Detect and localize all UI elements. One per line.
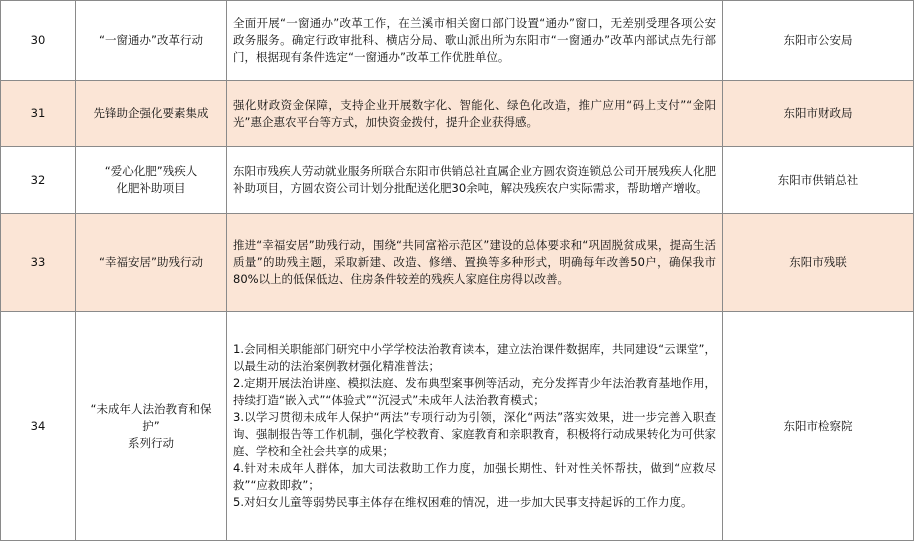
project-name-line: 系列行动	[128, 435, 174, 450]
project-name	[76, 147, 227, 214]
project-name: “一窗通办”改革行动	[76, 1, 227, 81]
responsible-department: 东阳市公安局	[723, 1, 914, 81]
description-item: 4.针对未成年人群体，加大司法救助工作力度，加强长期性、针对性关怀帮扶，做到“应救尽救”“应救即救”；	[233, 461, 716, 492]
row-number: 31	[1, 81, 76, 147]
row-number: 32	[1, 147, 76, 214]
responsible-department: 东阳市供销总社	[723, 147, 914, 214]
responsible-department: 东阳市检察院	[723, 312, 914, 541]
responsible-department: 东阳市残联	[723, 214, 914, 312]
project-name-line: “爱心化肥”残疾人	[104, 164, 198, 178]
row-number: 30	[1, 1, 76, 81]
project-name	[76, 312, 227, 541]
description-item: 3.以学习贯彻未成年人保护“两法”专项行动为引领，深化“两法”落实效果，进一步完善入职查询、强制报告等工作机制，强化学校教育、家庭教育和亲职教育，积极将行动成果转化为可供家庭、学校和全社会共享的成果；	[233, 410, 716, 458]
project-description	[227, 312, 723, 541]
responsible-department: 东阳市财政局	[723, 81, 914, 147]
project-description: 推进“幸福安居”助残行动，围绕“共同富裕示范区”建设的总体要求和“巩固脱贫成果，提高生活质量”的助残主题，采取新建、改造、修缮、置换等多种形式，明确每年改善50户，确保我市80%以上的低保低边、住房条件较差的残疾人家庭住房得以改善。	[227, 214, 723, 312]
row-number: 34	[1, 312, 76, 541]
description-item: 1.会同相关职能部门研究中小学学校法治教育读本，建立法治课件数据库，共同建设“云课堂”，以最生动的法治案例教材强化精准普法；	[233, 342, 716, 373]
project-description: 强化财政资金保障，支持企业开展数字化、智能化、绿色化改造，推广应用“码上支付”“金阳光”惠企惠农平台等方式，加快资金拨付，提升企业获得感。	[227, 81, 723, 147]
table-row	[1, 214, 914, 312]
project-name: 先锋助企强化要素集成	[76, 81, 227, 147]
description-item: 5.对妇女儿童等弱势民事主体存在维权困难的情况，进一步加大民事支持起诉的工作力度。	[233, 495, 693, 509]
project-name-line: “未成年人法治教育和保护”	[90, 401, 212, 433]
table-row	[1, 147, 914, 214]
row-number: 33	[1, 214, 76, 312]
table-row	[1, 81, 914, 147]
description-item: 2.定期开展法治讲座、模拟法庭、发布典型案事例等活动，充分发挥青少年法治教育基地作用，持续打造“嵌入式”“体验式”“沉浸式”未成年人法治教育模式；	[233, 376, 716, 407]
table-row	[1, 1, 914, 81]
table-row	[1, 312, 914, 541]
project-description: 全面开展“一窗通办”改革工作，在兰溪市相关窗口部门设置“通办”窗口，无差别受理各项公安政务服务。确定行政审批科、横店分局、歌山派出所为东阳市“一窗通办”改革内部试点先行部门，根据现有条件选定“一窗通办”改革工作优胜单位。	[227, 1, 723, 81]
project-name-line: 化肥补助项目	[116, 181, 186, 195]
project-name: “幸福安居”助残行动	[76, 214, 227, 312]
project-description: 东阳市残疾人劳动就业服务所联合东阳市供销总社直属企业方圆农资连锁总公司开展残疾人化肥补助项目，方圆农资公司计划分批配送化肥30余吨，解决残疾农户实际需求，帮助增产增收。	[227, 147, 723, 214]
